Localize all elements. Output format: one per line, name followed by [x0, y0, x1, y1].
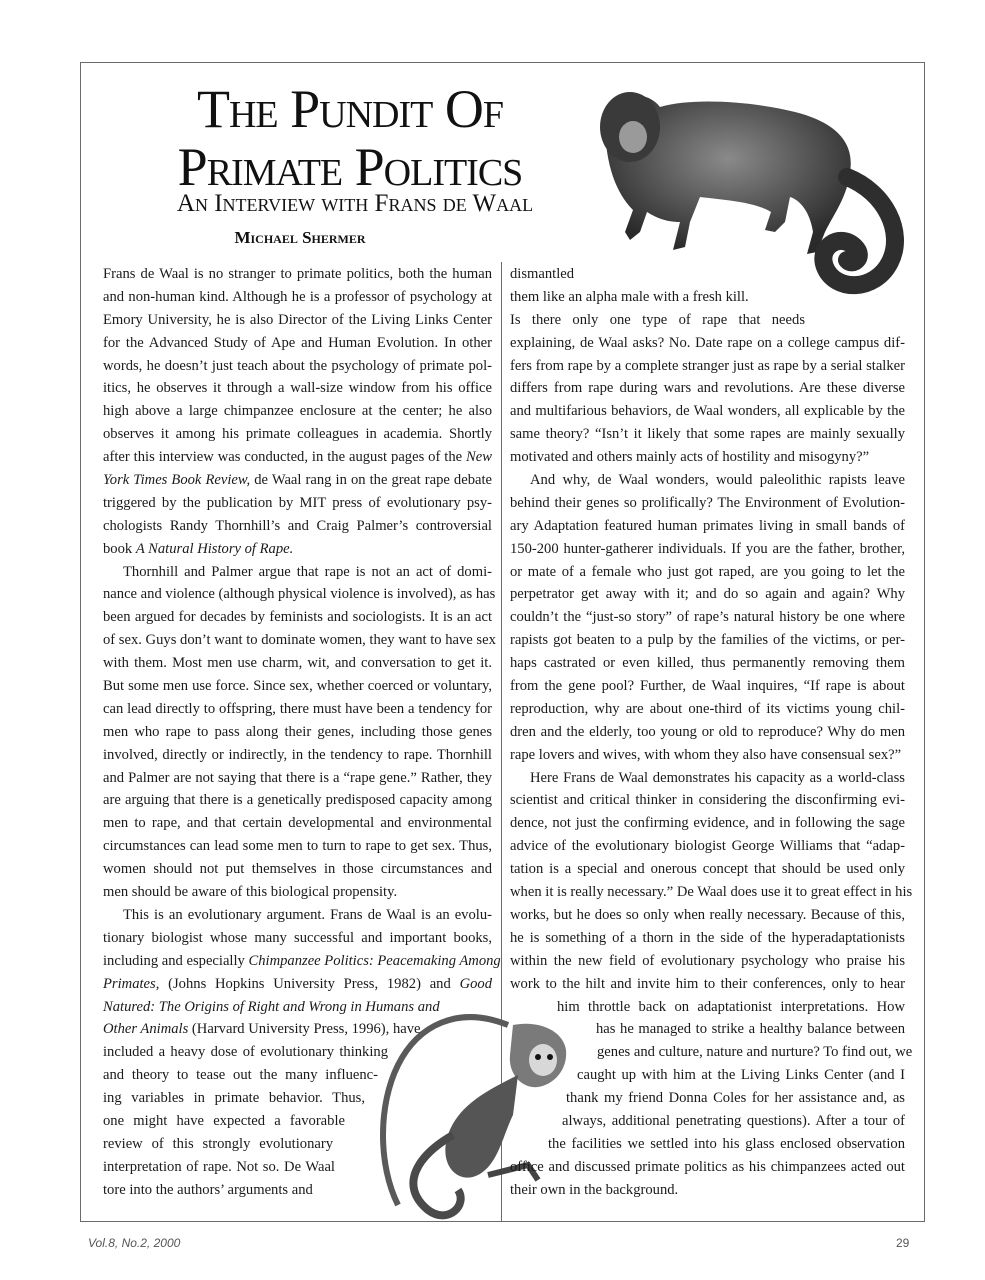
title-line-1: The Pundit Of [197, 79, 503, 139]
text-line: he is something of a thorn in the side of the hyperadaptationists [510, 929, 905, 946]
text-line: same theory? “Isn’t it likely that some rapes are mainly sexually [510, 426, 905, 443]
text-line: caught up with him at the Living Links Center (and I [577, 1067, 905, 1084]
text-line: motivated and others mainly acts of hostility and misogyny?” [510, 449, 870, 466]
text-line: him throttle back on adaptationist interpretations. How [557, 998, 905, 1015]
text-segment: (Johns Hopkins University Press, 1982) and [159, 975, 460, 992]
text-line: or mate of a female who just got raped, are you going to let the [510, 563, 905, 580]
text-line: of sex. Guys don’t want to dominate women, they want to have sex [103, 632, 496, 649]
text-line: can lead directly to offspring, there must have been a tendency for [103, 700, 492, 717]
text-line: Is there only one type of rape that needs [510, 311, 805, 328]
text-line: work to the hilt and invite him to their conferences, only to hear [510, 975, 905, 992]
text-line: perpetrator get away with it; and do so again and again? Why [510, 586, 905, 603]
text-line: always, additional penetrating questions). After a tour of [562, 1112, 905, 1129]
text-line: and multifarious behaviors, de Waal wonders, all explicable by the [510, 403, 905, 420]
text-segment: after this interview was conducted, in the august pages of the [103, 449, 467, 466]
text-line: itics, he observes it through a wall-size window from his office [103, 380, 492, 397]
right-column [510, 263, 913, 1202]
text-line: couldn’t the “just-so story” of rape’s natural history be one where [510, 609, 905, 626]
text-line [103, 950, 501, 973]
text-line: interpretation of rape. Not so. De Waal [103, 1158, 335, 1175]
text-line: differs from rape during wars and revolutions. Are these diverse [510, 380, 905, 397]
text-segment: (Harvard University Press, 1996), have [188, 1021, 421, 1038]
text-line: the facilities we settled into his glass enclosed observation [548, 1135, 905, 1152]
text-line: women should not put themselves in those circumstances and [103, 861, 492, 878]
text-line: men to rape, and that certain developmental and environmental [103, 815, 492, 832]
text-line: tore into the authors’ arguments and [103, 1181, 313, 1198]
text-line: men should be aware of this biological propensity. [103, 884, 398, 901]
text-line: and theory to tease out the many influenc- [103, 1067, 378, 1084]
text-line: This is an evolutionary argument. Frans de Waal is an evolu- [123, 906, 492, 923]
text-line: their own in the background. [510, 1181, 679, 1198]
text-line: rape lovers and wives, with whom they also have consensual sex?” [510, 746, 902, 763]
text-line: dren and the elderly, too young or old to reproduce? Why do men [510, 723, 905, 740]
italic-text: York Times Book Review, [103, 472, 251, 489]
text-line: rapists got beaten to a pulp by the families of the victims, or per- [510, 632, 905, 649]
text-line: advice of the evolutionary biologist George Williams that “adap- [510, 838, 905, 855]
text-line: behind their genes so prolifically? The Environment of Evolution- [510, 494, 905, 511]
text-line: works, but he does so only when really necessary. Because of this, [510, 906, 905, 923]
text-line: and Palmer are not saying that there is a “rape gene.” Rather, they [103, 769, 492, 786]
text-line: when it is really necessary.” De Waal does use it to great effect in his [510, 884, 913, 901]
text-line: with them. Most men use charm, wit, and conversation to get it. [103, 655, 492, 672]
text-line: 150-200 hunter-gatherer individuals. If you are the father, brother, [510, 540, 905, 557]
title-line-2: Primate Politics [177, 137, 523, 197]
text-line: has he managed to strike a healthy balance between [596, 1021, 905, 1038]
italic-text: Chimpanzee Politics: Peacemaking Among [248, 952, 501, 969]
text-line [103, 973, 492, 996]
italic-text: Primates, [103, 975, 160, 992]
text-line [103, 996, 492, 1019]
text-line [103, 538, 492, 561]
text-line: included a heavy dose of evolutionary thinking [103, 1044, 388, 1061]
text-line: observes it among his primate colleagues in academia. Shortly [103, 426, 492, 443]
text-line: them like an alpha male with a fresh kill. [510, 288, 749, 305]
article-title [140, 80, 560, 196]
text-line: But some men use force. Since sex, whether coerced or voluntary, [103, 678, 492, 695]
text-line: And why, de Waal wonders, would paleolithic rapists leave [530, 472, 905, 489]
text-line: review of this strongly evolutionary [103, 1135, 333, 1152]
text-line: are arguing that there is a genetically predisposed capacity among [103, 792, 492, 809]
text-line [103, 446, 492, 469]
text-line: one might have expected a favorable [103, 1112, 345, 1129]
text-line: nance and violence (although physical violence is involved), as has [103, 586, 496, 603]
text-line: thank my friend Donna Coles for her assistance and, as [566, 1090, 905, 1107]
text-line: ing variables in primate behavior. Thus, [103, 1090, 365, 1107]
text-line [103, 1018, 492, 1041]
text-line: involved, directly or indirectly, in the tendency to rape. Thornhill [103, 746, 492, 763]
italic-text: A Natural History of Rape. [135, 540, 294, 557]
text-line: office and discussed primate politics as his chimpanzees acted out [510, 1158, 905, 1175]
text-line: circumstances can lead some men to turn to rape to get sex. Thus, [103, 838, 492, 855]
text-segment: book [103, 540, 136, 557]
text-line: Frans de Waal is no stranger to primate politics, both the human [103, 266, 492, 282]
text-line: reproduction, why are about one-third of its victims young chil- [510, 700, 905, 717]
text-line: high above a large chimpanzee enclosure at the center; he also [103, 403, 492, 420]
italic-text: New [466, 449, 492, 466]
text-line: tation is a special and onerous concept that should be used only [510, 861, 905, 878]
text-line: Here Frans de Waal demonstrates his capacity as a world-class [530, 769, 905, 786]
text-line: triggered by the publication by MIT press of evolutionary psy- [103, 494, 492, 511]
italic-text: Good [459, 975, 492, 992]
text-line: dismantled [510, 266, 575, 282]
text-line: tionary biologist whose many successful and important books, [103, 929, 492, 946]
left-column [103, 263, 501, 1202]
page-number: 29 [896, 1236, 910, 1250]
text-line: fers from rape by a complete stranger just as rape by a serial stalker [510, 357, 905, 374]
text-line: ary Adaptation featured human primates living in small bands of [510, 517, 905, 534]
text-line: been argued for decades by feminists and sociologists. It is an act [103, 609, 492, 626]
text-line: genes and culture, nature and nurture? To find out, we [597, 1044, 913, 1061]
text-line: from the gene pool? Further, de Waal inquires, “If rape is about [510, 678, 905, 695]
text-line: words, he doesn’t just teach about the psychology of primate pol- [103, 357, 492, 374]
text-segment: including and especially [103, 952, 249, 969]
article-subtitle: An Interview with Frans de Waal [176, 190, 534, 217]
text-line: Thornhill and Palmer argue that rape is not an act of domi- [123, 563, 492, 580]
italic-text: Other Animals [103, 1021, 189, 1038]
text-line: men who rape to pass along their genes, including those genes [103, 723, 492, 740]
text-line: and non-human kind. Although he is a professor of psychology at [103, 288, 492, 305]
text-line: explaining, de Waal asks? No. Date rape on a college campus dif- [510, 334, 905, 351]
text-line: Emory University, he is also Director of the Living Links Center [103, 311, 492, 328]
issue-info: Vol.8, No.2, 2000 [88, 1236, 181, 1250]
text-line: scientist and critical thinker in considering the disconfirming evi- [510, 792, 905, 809]
italic-text: Natured: The Origins of Right and Wrong in Humans and [103, 998, 440, 1015]
text-segment: de Waal rang in on the great rape debate [250, 472, 492, 489]
text-line: dence, not just the confirming evidence, and in following the sage [510, 815, 905, 832]
text-line: for the Advanced Study of Ape and Human Evolution. In other [103, 334, 492, 351]
text-line: haps castrated or even killed, thus permanently removing them [510, 655, 905, 672]
article-author: Michael Shermer [234, 228, 366, 247]
text-line: within the new field of evolutionary psychology who praise his [510, 952, 905, 969]
text-line [103, 469, 492, 492]
text-line: chologists Randy Thornhill’s and Craig Palmer’s controversial [103, 517, 492, 534]
